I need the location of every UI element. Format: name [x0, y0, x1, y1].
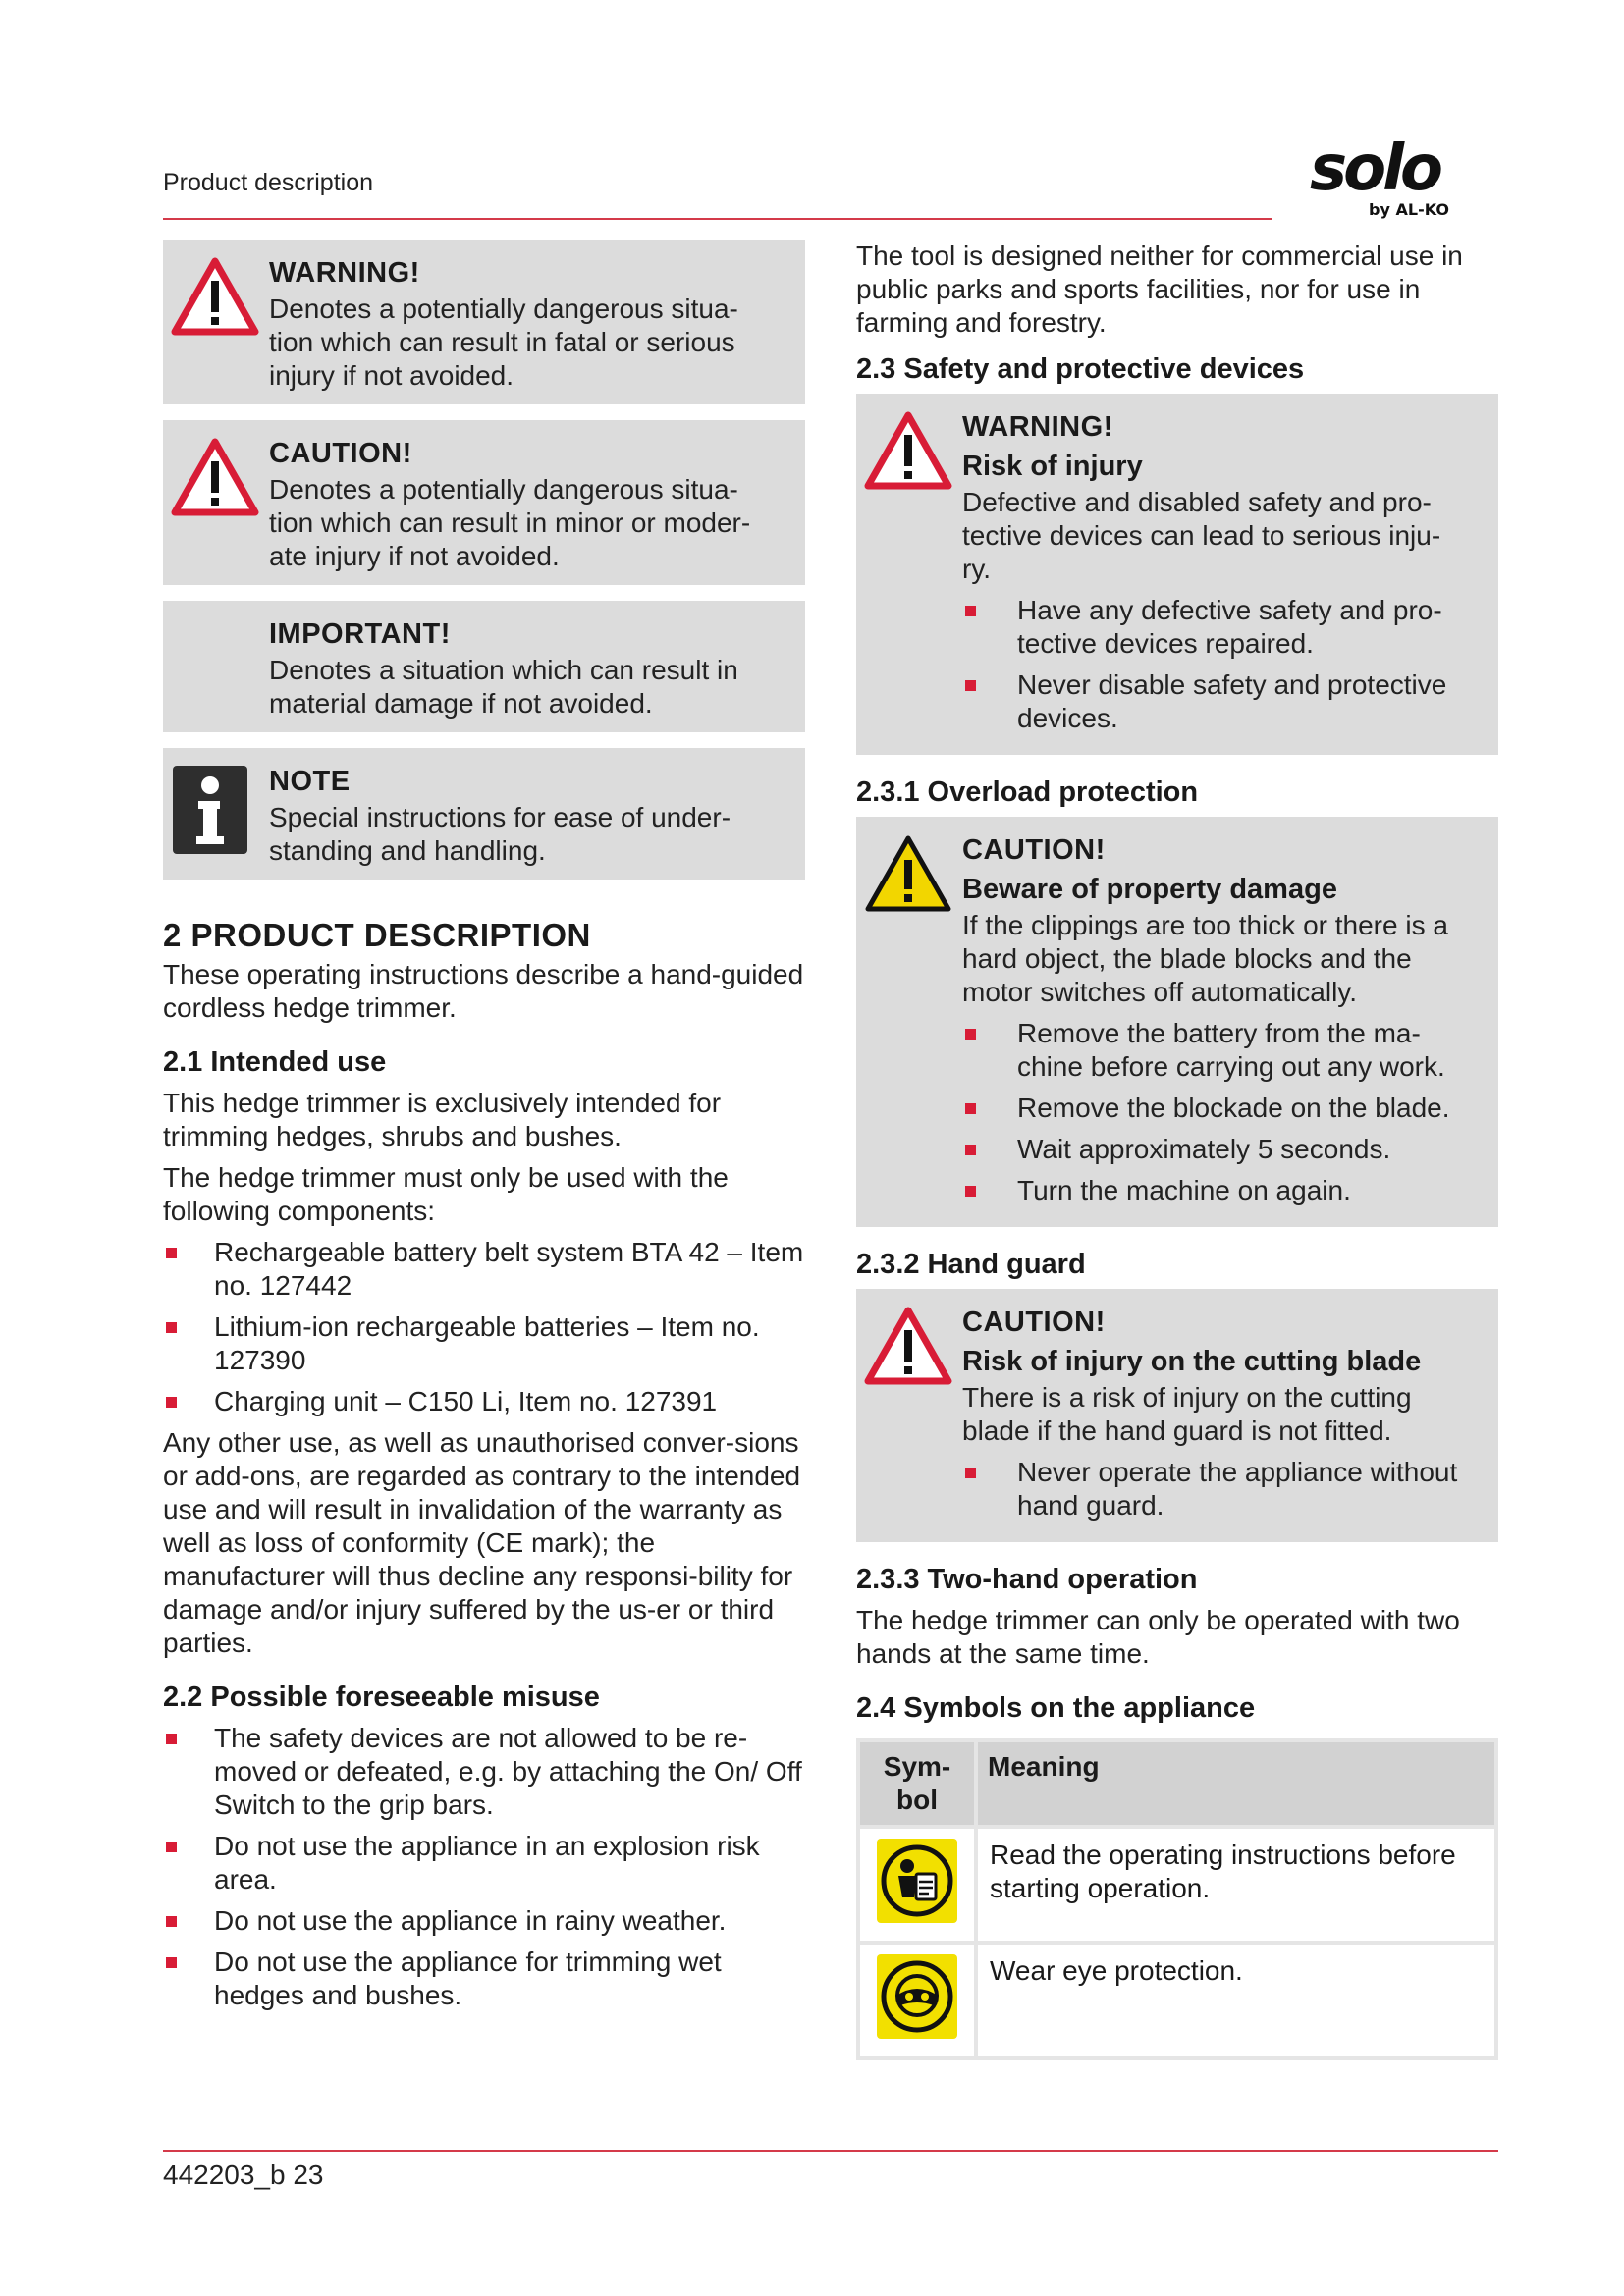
subsection-heading: 2.3.2 Hand guard [856, 1249, 1086, 1280]
notice-overload-caution [856, 817, 1498, 1227]
list-item: Remove the blockade on the blade. [962, 1092, 1465, 1125]
notice-title: CAUTION! [269, 438, 412, 469]
info-icon [173, 766, 247, 854]
notice-title: CAUTION! [962, 834, 1106, 866]
table-header-row [858, 1740, 1496, 1827]
notice-title: WARNING! [962, 411, 1113, 443]
caution-yellow-triangle-icon [864, 834, 952, 913]
paragraph: This hedge trimmer is exclusively intended for trimming hedges, shrubs and bushes. [163, 1088, 722, 1151]
notice-subtitle: Risk of injury on the cutting blade [962, 1346, 1422, 1377]
list-item: Charging unit – C150 Li, Item no. 127391 [163, 1385, 805, 1418]
warning-triangle-icon [171, 438, 259, 516]
notice-text: Defective and disabled safety and pro-tective devices can lead to serious inju-ry. [962, 487, 1441, 584]
header-rule [163, 218, 1272, 220]
warning-triangle-icon [864, 1307, 952, 1385]
notice-warning [163, 240, 805, 404]
list-item: Remove the battery from the ma-chine before carrying out any work. [962, 1017, 1465, 1084]
left-column [163, 240, 805, 2020]
page-number: 442203_b 23 [163, 2160, 324, 2190]
footer-rule [163, 2150, 1498, 2152]
list-item: Do not use the appliance in rainy weather. [163, 1904, 805, 1938]
misuse-list [163, 1722, 805, 2012]
notice-list [962, 1456, 1465, 1522]
warning-triangle-icon [171, 257, 259, 336]
notice-title: IMPORTANT! [269, 618, 451, 650]
paragraph: The hedge trimmer can only be operated with two hands at the same time. [856, 1605, 1460, 1669]
paragraph: These operating instructions describe a hand-guided cordless hedge trimmer. [163, 959, 804, 1023]
notice-handguard-caution [856, 1289, 1498, 1542]
list-item: Do not use the appliance for trimming wet hedges and bushes. [163, 1946, 805, 2012]
list-item: Lithium-ion rechargeable batteries – Item no. 127390 [163, 1310, 805, 1377]
logo-wordmark: solo [1310, 133, 1439, 205]
list-item: Wait approximately 5 seconds. [962, 1133, 1465, 1166]
list-item: Never operate the appliance without hand guard. [962, 1456, 1465, 1522]
list-item: The safety devices are not allowed to be re-moved or defeated, e.g. by attaching the On/ Off Switch to the grip bars. [163, 1722, 805, 1822]
notice-text: Special instructions for ease of under-standing and handling. [269, 802, 731, 866]
notice-subtitle: Risk of injury [962, 451, 1143, 482]
notice-caution [163, 420, 805, 585]
right-column [856, 240, 1498, 2060]
table-row [858, 1827, 1496, 1943]
brand-logo [1306, 133, 1453, 226]
table-header-symbol: Sym-bol [858, 1740, 976, 1827]
subsection-heading: 2.2 Possible foreseeable misuse [163, 1682, 600, 1713]
table-cell-meaning: Read the operating instructions before starting operation. [976, 1827, 1496, 1943]
notice-safety-warning [856, 394, 1498, 755]
eye-protection-icon [875, 1952, 959, 2041]
list-item: Turn the machine on again. [962, 1174, 1465, 1207]
notice-note [163, 748, 805, 880]
components-list [163, 1236, 805, 1418]
subsection-heading: 2.4 Symbols on the appliance [856, 1692, 1256, 1724]
running-header: Product description [163, 169, 374, 196]
list-item: Do not use the appliance in an explosion risk area. [163, 1830, 805, 1896]
paragraph: Any other use, as well as unauthorised conver-sions or add-ons, are regarded as contrary to the intended use and will result in invalidation of the warranty as well as loss of conformity (CE mark); the manufacturer will thus decline any responsi-bility for damage and/or injury suffered by the us-er or third parties. [163, 1427, 801, 1658]
table-row [858, 1943, 1496, 2058]
paragraph: The tool is designed neither for commercial use in public parks and sports facilities, nor for use in farming and forestry. [856, 240, 1463, 338]
notice-title: CAUTION! [962, 1307, 1106, 1338]
notice-important [163, 601, 805, 732]
subsection-heading: 2.3.3 Two-hand operation [856, 1564, 1198, 1595]
paragraph: The hedge trimmer must only be used with the following components: [163, 1162, 729, 1226]
notice-list [962, 594, 1465, 735]
subsection-heading: 2.3.1 Overload protection [856, 776, 1199, 808]
logo-subtext: by AL-KO [1369, 200, 1449, 219]
read-manual-icon [875, 1837, 959, 1925]
list-item: Have any defective safety and pro-tective devices repaired. [962, 594, 1465, 661]
notice-subtitle: Beware of property damage [962, 874, 1337, 905]
notice-list [962, 1017, 1465, 1207]
subsection-heading: 2.3 Safety and protective devices [856, 353, 1305, 385]
table-cell-meaning: Wear eye protection. [976, 1943, 1496, 2058]
subsection-heading: 2.1 Intended use [163, 1046, 387, 1078]
table-cell-symbol [858, 1827, 976, 1943]
notice-text: Denotes a potentially dangerous situa-tion which can result in fatal or serious injury if not avoided. [269, 294, 738, 391]
section-heading: 2 PRODUCT DESCRIPTION [163, 917, 591, 953]
list-item: Rechargeable battery belt system BTA 42 – Item no. 127442 [163, 1236, 805, 1303]
symbols-table [856, 1738, 1498, 2060]
notice-text: If the clippings are too thick or there is a hard object, the blade blocks and the motor switches off automatically. [962, 910, 1448, 1007]
notice-title: NOTE [269, 766, 351, 797]
table-header-meaning: Meaning [976, 1740, 1496, 1827]
notice-title: WARNING! [269, 257, 420, 289]
table-cell-symbol [858, 1943, 976, 2058]
list-item: Never disable safety and protective devices. [962, 668, 1465, 735]
notice-text: Denotes a situation which can result in material damage if not avoided. [269, 655, 738, 719]
notice-text: There is a risk of injury on the cutting blade if the hand guard is not fitted. [962, 1382, 1412, 1446]
notice-text: Denotes a potentially dangerous situa-tion which can result in minor or moder-ate injury if not avoided. [269, 474, 751, 571]
warning-triangle-icon [864, 411, 952, 490]
